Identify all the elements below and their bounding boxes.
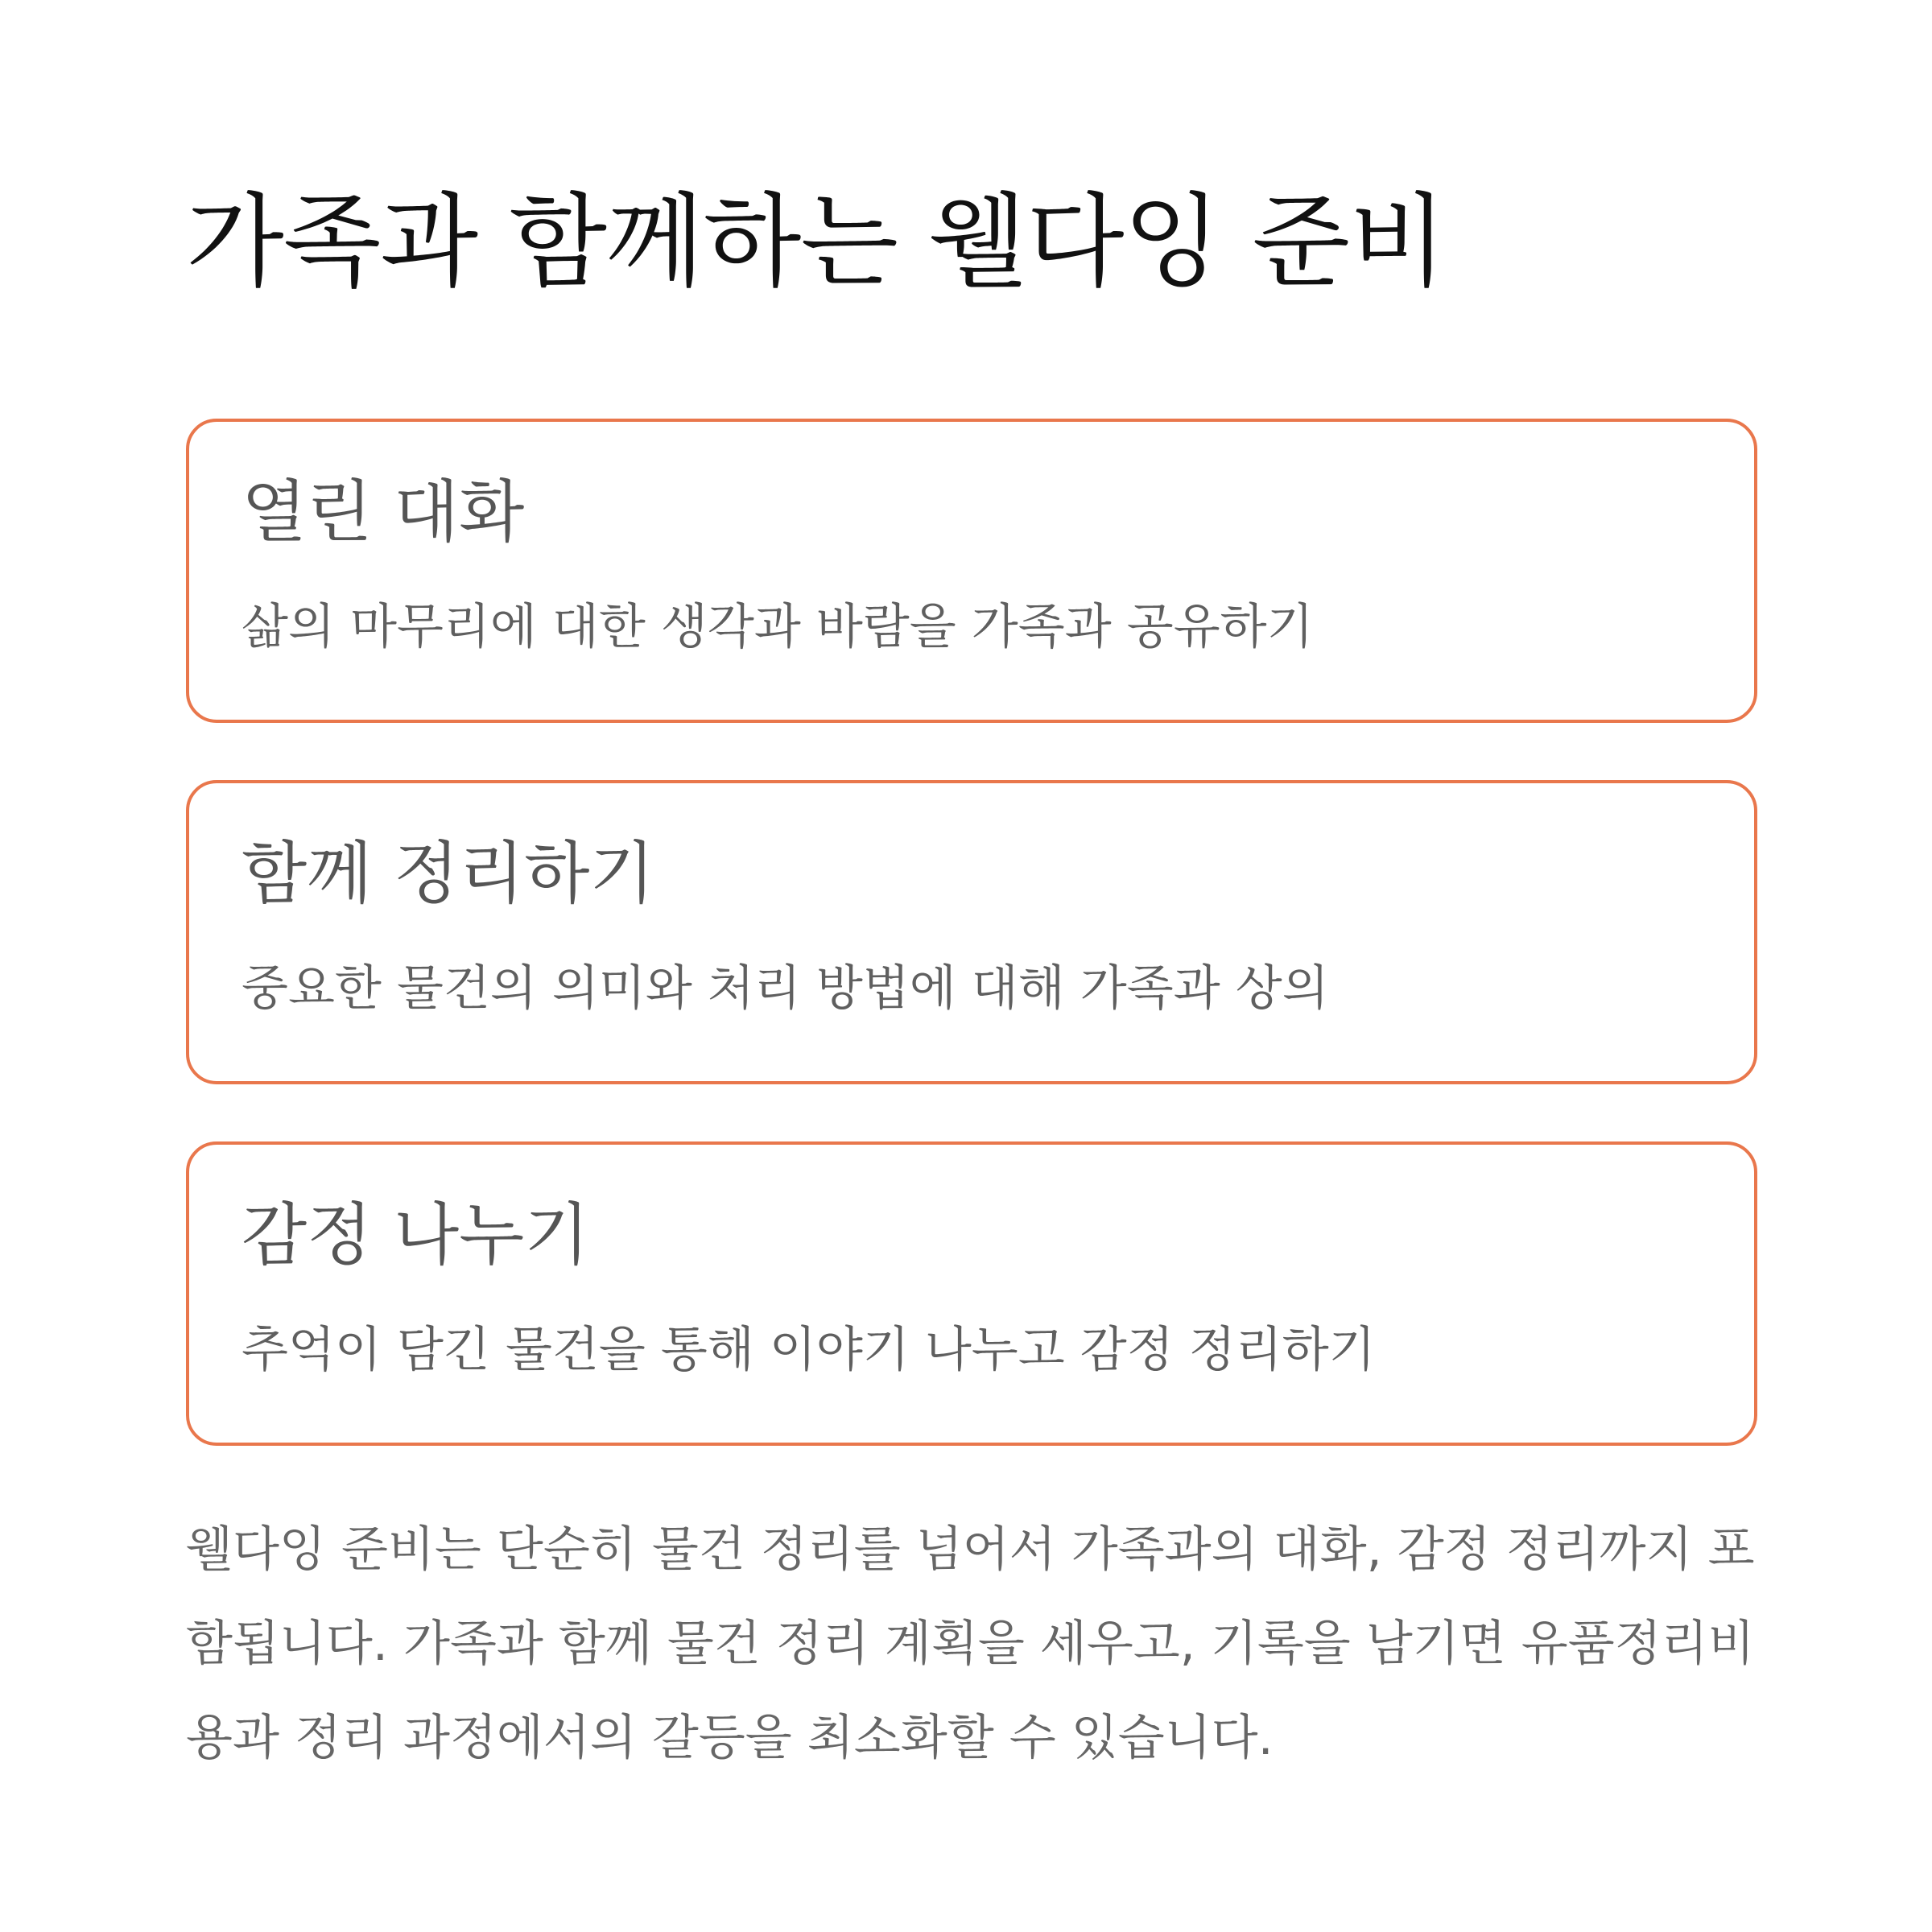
card-open-conversation (186, 419, 1757, 723)
page-title: 가족과 함께하는 웰다잉 준비 (186, 183, 1447, 301)
card-share-emotions (186, 1141, 1757, 1446)
card-description: 삶의 마무리에 대한 생각과 바람을 가족과 공유하기 (242, 599, 1314, 655)
card-title: 함께 정리하기 (242, 834, 655, 913)
summary-line: 함됩니다. 가족과 함께 물건 정리 계획을 세우고, 기록을 남기면 유품정리비 (186, 1616, 1755, 1672)
card-description: 중요한 물건의 의미와 처리 방법에 대해 가족과 상의 (242, 960, 1329, 1017)
summary-line: 웰다잉 준비는 단순히 물건 정리를 넘어서 가족과의 대화, 감정 정리까지 포 (186, 1521, 1755, 1578)
card-title: 열린 대화 (242, 473, 525, 551)
summary-line: 용과 정리 과정에서의 갈등을 최소화할 수 있습니다. (186, 1710, 1274, 1766)
summary-paragraph (186, 1503, 1759, 1785)
document-page (186, 0, 1759, 1932)
card-description: 추억이 담긴 물건을 통해 이야기 나누고 감정 정리하기 (242, 1322, 1376, 1378)
card-organize-together (186, 780, 1757, 1084)
card-title: 감정 나누기 (242, 1195, 590, 1274)
